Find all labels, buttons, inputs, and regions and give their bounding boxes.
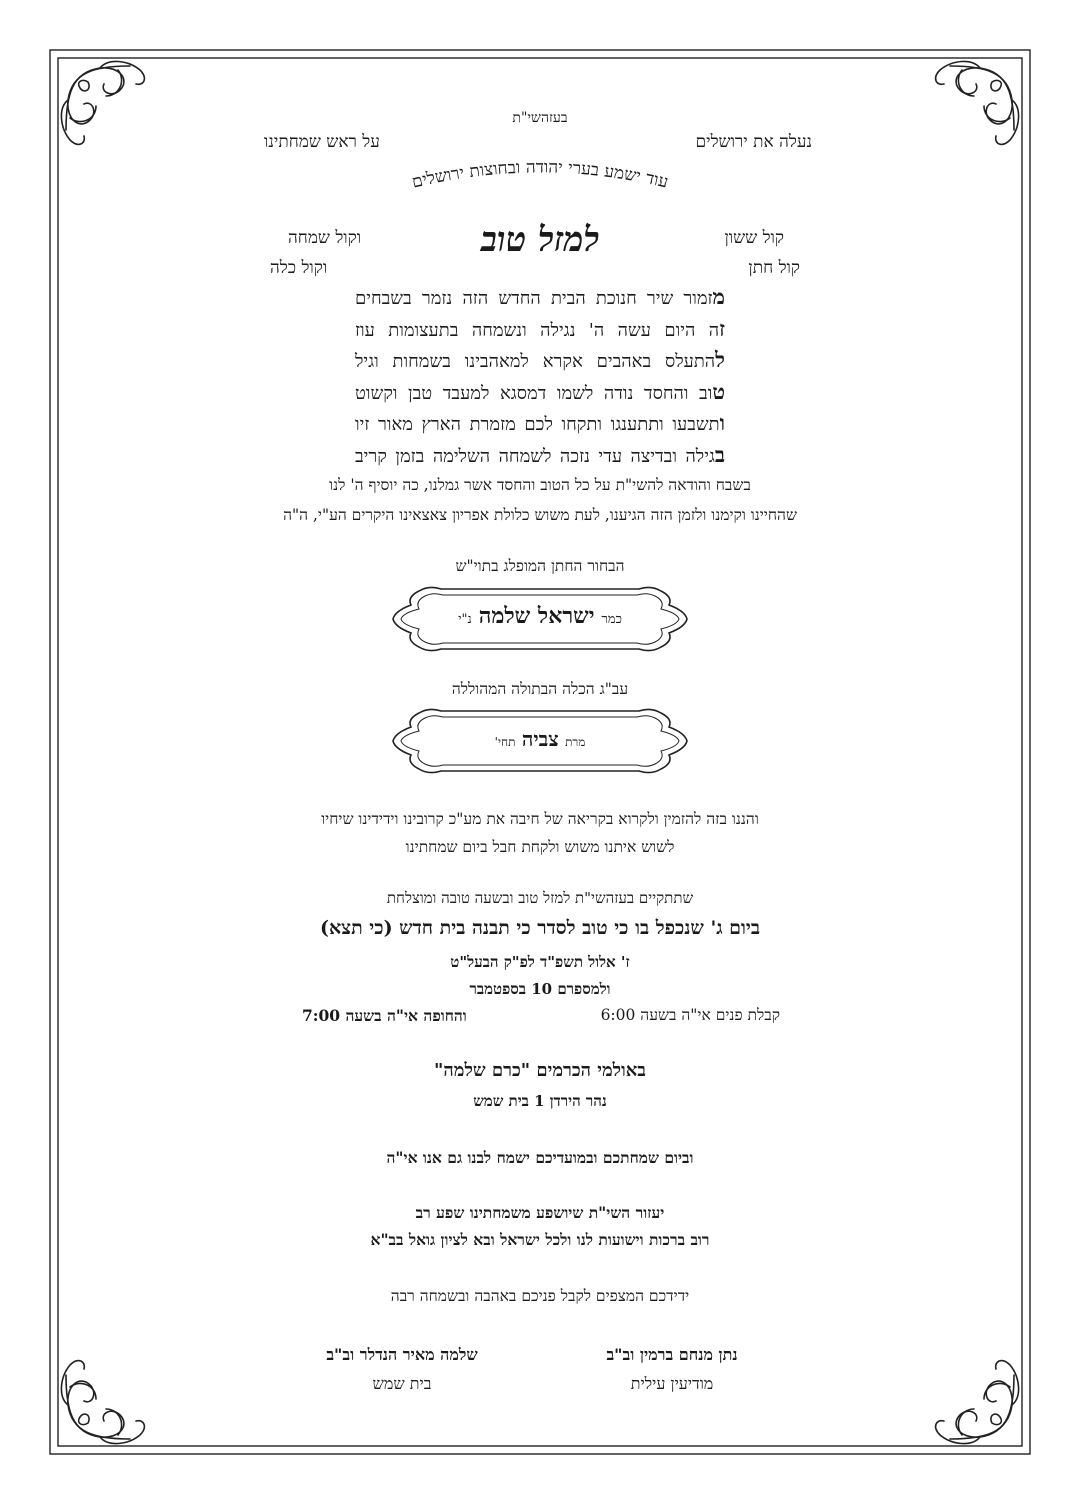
- closing-line-2: יעזור השי"ת שיושפע משמחתינו שפע רב: [415, 1203, 665, 1222]
- page-title: למזל טוב: [480, 220, 600, 260]
- corner-ornament-bottom-right: [936, 1361, 1019, 1444]
- closing-line-3: רוב ברכות וישועות לנו ולכל ישראל ובא לציון גואל בב"א: [370, 1230, 710, 1249]
- groom-prefix: כמר: [601, 612, 622, 627]
- event-line-1: שתתקיים בעזהשי"ת למזל טוב ובשעה טובה ומוצלחת: [386, 889, 694, 907]
- poem-line: בגילה ובדיצה עדי נזכה לשמחה השלימה בזמן קריב: [355, 441, 725, 467]
- signature-name-right: נתן מנחם ברמין וב"ב: [606, 1345, 738, 1364]
- arc-verse-text: עוד ישמע בערי יהודה ובחוצות ירושלים: [410, 157, 670, 193]
- poem-line: להתעלס באהבים אקרא למאהבינו בשמחות וגיל: [355, 347, 725, 372]
- bride-prefix: מרת: [565, 735, 586, 749]
- poem-line: זה היום עשה ה' נגילה ונשמחה בתעצומות עוז: [355, 315, 725, 341]
- thanks-line-2: שהחיינו וקימנו ולזמן הזה הגיענו, לעת משוש כלולת אפריון צאצאינו היקרים הע"י, ה"ה: [283, 506, 797, 524]
- acrostic-poem: [355, 282, 725, 471]
- chuppah-time: והחופה אי"ה בשעה 7:00: [302, 1006, 467, 1025]
- kol-chatan: קול חתן: [748, 258, 800, 278]
- poem-line: טוב והחסד נודה לשמו דמסגא למעבד טבן וקשוט: [355, 378, 725, 404]
- invite-line-2: לשוש איתנו משוש ולקחת חבל ביום שמחתינו: [405, 838, 675, 856]
- closing-line-4: ידידכם המצפים לקבל פניכם באהבה ובשמחה רבה: [390, 1287, 690, 1305]
- event-gregorian-date: ולמספרם 10 בספטמבר: [469, 980, 611, 998]
- signature-city-left: בית שמש: [372, 1374, 432, 1393]
- corner-ornament-bottom-left: [61, 1361, 144, 1444]
- reception-time: קבלת פנים אי"ה בשעה 6:00: [600, 1006, 780, 1024]
- bride-name-line: [495, 727, 586, 752]
- thanks-line-1: בשבח והודאה להשי"ת על כל הטוב והחסד אשר גמלנו, כה יוסיף ה' לנו: [329, 476, 751, 494]
- closing-line-1: וביום שמחתכם ובמועדיכם ישמח לבנו גם אנו אי"ה: [386, 1148, 694, 1167]
- venue-name: באולמי הכרמים "כרם שלמה": [434, 1060, 646, 1081]
- kol-simcha: וקול שמחה: [288, 228, 362, 248]
- kol-sason: קול ששון: [724, 228, 784, 248]
- groom-intro: הבחור החתן המופלג בתוי"ש: [455, 557, 625, 575]
- corner-ornament-top-left: [61, 61, 144, 144]
- venue-address: נהר הירדן 1 בית שמש: [473, 1092, 607, 1110]
- bride-name: צביה: [521, 727, 559, 751]
- verse-right: נעלה את ירושלים: [695, 132, 812, 152]
- bride-intro: עב"ג הכלה הבתולה המהוללה: [451, 680, 629, 698]
- poem-line: ותשבעו ותתענגו ותקחו לכם מזמרת הארץ מאור זיו: [355, 410, 725, 435]
- event-hebrew-date: ז' אלול תשפ"ד לפ"ק הבעל"ט: [450, 953, 630, 971]
- verse-left: על ראש שמחתינו: [264, 132, 380, 152]
- kol-kala: וקול כלה: [270, 258, 328, 278]
- invite-line-1: והננו בזה להזמין ולקרוא בקריאה של חיבה את מע"כ קרובינו וידידינו שיחיו: [321, 810, 759, 828]
- bsd-header: בעזהשי"ת: [512, 110, 568, 126]
- groom-name-line: [458, 603, 622, 629]
- groom-name: ישראל שלמה: [478, 603, 595, 629]
- bride-suffix: תחי': [494, 735, 516, 749]
- poem-line: מזמור שיר חנוכת הבית החדש הזה נזמר בשבחים: [355, 284, 725, 309]
- svg-text:עוד ישמע בערי יהודה ובחוצות יר: [410, 157, 670, 192]
- corner-ornament-top-right: [936, 61, 1019, 144]
- signature-city-right: מודיעין עילית: [630, 1374, 714, 1393]
- arc-verse: [360, 150, 720, 210]
- groom-suffix: נ"י: [458, 612, 472, 627]
- event-date-parsha: ביום ג' שנכפל בו כי טוב לסדר כי תבנה בית חדש (כי תצא): [319, 917, 761, 939]
- signature-name-left: שלמה מאיר הנדלר וב"ב: [326, 1345, 478, 1364]
